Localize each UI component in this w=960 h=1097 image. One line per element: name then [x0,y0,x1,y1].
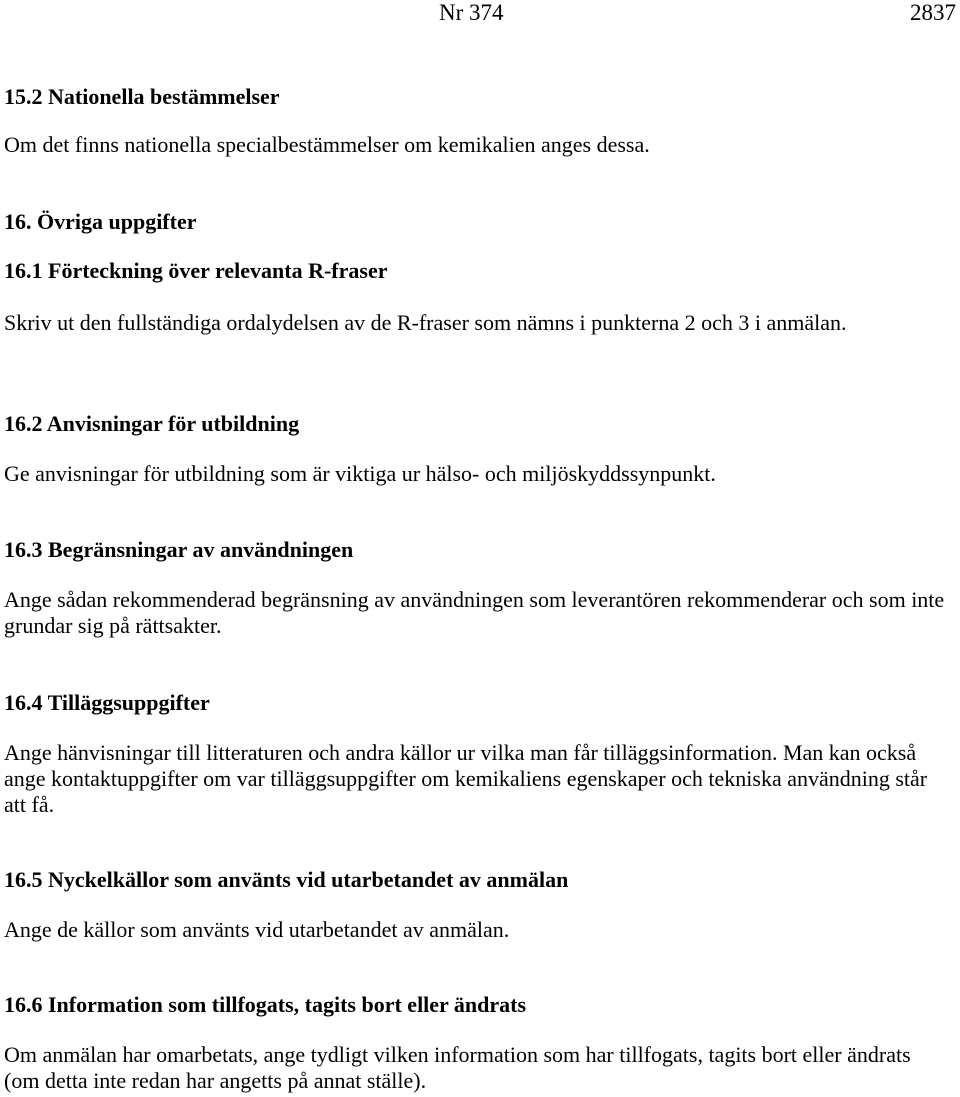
section-heading: 16.5 Nyckelkällor som använts vid utarbetandet av anmälan [4,867,569,892]
section-16-5 [4,867,954,943]
section-heading: 16.4 Tilläggsuppgifter [4,690,210,715]
section-16-4 [4,690,954,818]
section-text: Ge anvisningar för utbildning som är viktiga ur hälso- och miljöskyddssynpunkt. [4,461,716,486]
section-heading: 16.1 Förteckning över relevanta R-fraser [4,258,388,283]
section-text: Skriv ut den fullständiga ordalydelsen av de R-fraser som nämns i punkterna 2 och 3 i anmälan. [4,310,847,335]
section-heading: 16.6 Information som tillfogats, tagits bort eller ändrats [4,992,527,1017]
page-header [0,0,960,30]
section-text: Ange sådan rekommenderad begränsning av användningen som leverantören rekommenderar och som inte grundar sig på rättsakter. [4,587,945,638]
issue-number: Nr 374 [439,0,504,25]
section-text: Om det finns nationella specialbestämmelser om kemikalien anges dessa. [4,132,650,157]
section-heading: 16.2 Anvisningar för utbildning [4,411,300,436]
section-16-2 [4,411,954,487]
section-heading: 16. Övriga uppgifter [4,209,197,234]
section-text: Om anmälan har omarbetats, ange tydligt vilken information som har tillfogats, tagits bort eller ändrats (om detta inte redan har angetts på annat ställe). [4,1042,911,1093]
section-16-6 [4,992,954,1094]
section-16-3 [4,537,954,639]
page-number: 2837 [910,0,956,25]
section-text: Ange hänvisningar till litteraturen och andra källor ur vilka man får tilläggsinformation. Man kan också ange kontaktuppgifter om var tilläggsuppgifter om kemikaliens egenskaper och tekniska användning står att få. [4,740,928,817]
section-16 [4,209,954,235]
section-15-2 [4,84,954,158]
section-heading: 15.2 Nationella bestämmelser [4,84,280,109]
section-text: Ange de källor som använts vid utarbetandet av anmälan. [4,917,510,942]
section-heading: 16.3 Begränsningar av användningen [4,537,354,562]
section-16-1 [4,258,954,336]
